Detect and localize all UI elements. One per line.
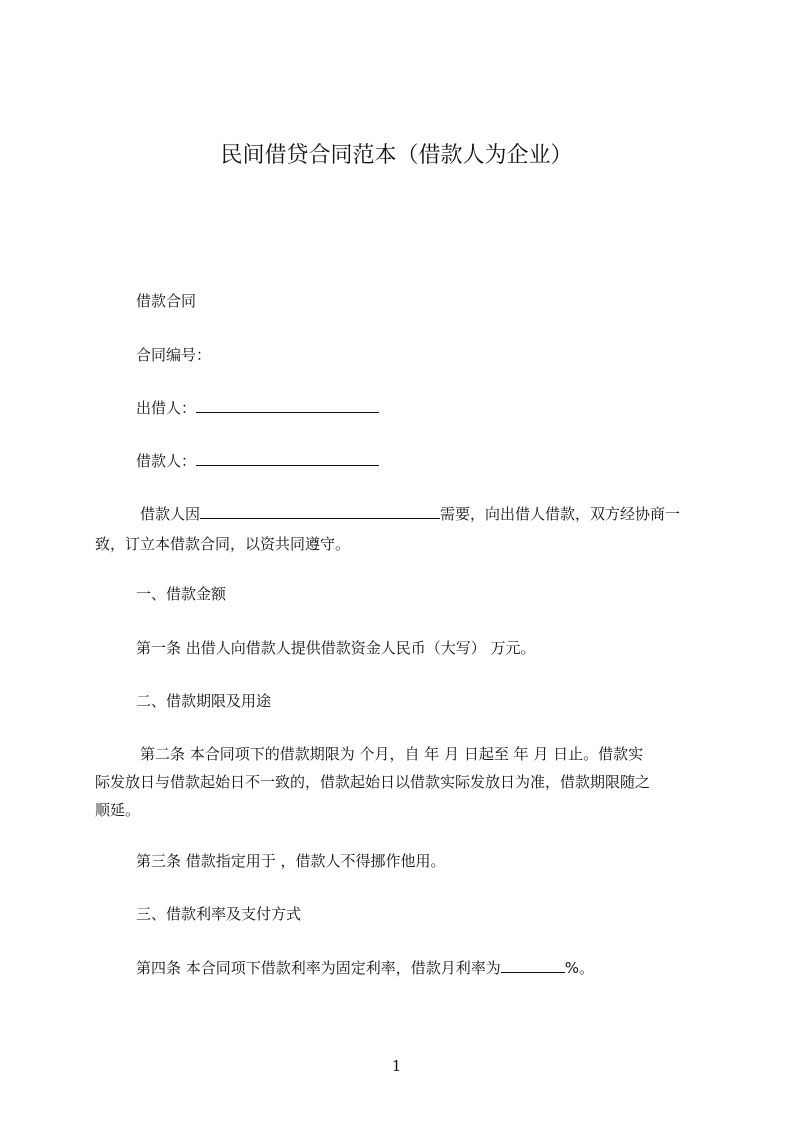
section-3-heading: 三、借款利率及支付方式 <box>136 905 302 923</box>
article-4-text: 第四条 本合同项下借款利率为固定利率，借款月利率为 <box>136 959 501 977</box>
lender-blank[interactable] <box>196 398 379 413</box>
article-4-suffix: %。 <box>564 959 595 977</box>
document-heading: 借款合同 <box>136 292 197 310</box>
borrower-label: 借款人： <box>136 452 197 470</box>
contract-number-label: 合同编号： <box>136 346 212 364</box>
intro-paragraph-line1 <box>140 500 680 528</box>
article-2-line2: 际发放日与借款起始日不一致的，借款起始日以借款实际发放日为准，借款期限随之 <box>95 773 651 791</box>
section-1-heading: 一、借款金额 <box>136 585 227 603</box>
borrower-blank[interactable] <box>196 451 379 466</box>
lender-label: 出借人： <box>136 399 197 417</box>
borrower-line <box>136 451 379 471</box>
intro-text-1: 借款人因 <box>140 505 201 523</box>
article-1: 第一条 出借人向借款人提供借款资金人民币（大写） 万元。 <box>136 639 536 657</box>
monthly-rate-blank[interactable] <box>501 958 565 973</box>
article-2-line3: 顺延。 <box>95 801 141 819</box>
page-title: 民间借贷合同范本（借款人为企业） <box>220 143 573 168</box>
purpose-blank-1[interactable] <box>200 504 312 519</box>
lender-line <box>136 398 379 418</box>
purpose-blank-2[interactable] <box>312 504 440 519</box>
section-2-heading: 二、借款期限及用途 <box>136 692 272 710</box>
article-2-line1: 第二条 本合同项下的借款期限为 个月，自 年 月 日起至 年 月 日止。借款实 <box>140 745 644 763</box>
intro-text-2: 需要，向出借人借款，双方经协商一 <box>440 505 681 523</box>
article-4 <box>136 958 594 978</box>
article-3: 第三条 借款指定用于 ，借款人不得挪作他用。 <box>136 852 446 870</box>
intro-paragraph-line2: 致，订立本借款合同，以资共同遵守。 <box>95 535 351 553</box>
page-number: 1 <box>391 1057 402 1075</box>
